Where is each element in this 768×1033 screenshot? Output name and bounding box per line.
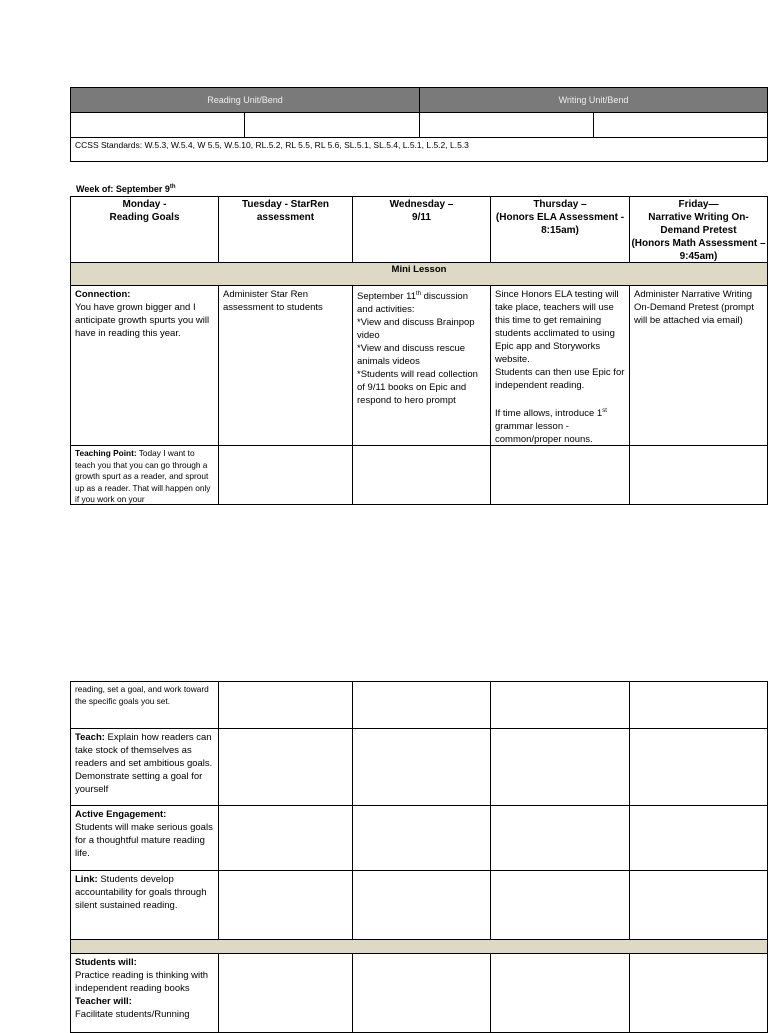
- thursday-connection-cell: [490, 285, 630, 446]
- teaching-point-continued-cell: [70, 681, 219, 729]
- teach-text: Explain how readers can take stock of themselves as readers and set ambitious goals. Demonstrate setting a goal for yourself: [75, 732, 213, 795]
- wednesday-discussion: discussion: [421, 291, 468, 303]
- section-divider-band: [70, 939, 768, 954]
- thursday-students-cell: [490, 953, 630, 1033]
- friday-line-5: 9:45am): [679, 251, 718, 262]
- day-header-friday: [629, 196, 768, 263]
- wednesday-line-1: [357, 288, 486, 303]
- tuesday-students-cell: [218, 953, 353, 1033]
- tuesday-teaching-cont-cell: [218, 681, 353, 729]
- writing-unit-label: Writing Unit/Bend: [558, 95, 629, 105]
- tuesday-teach-cell: [218, 728, 353, 806]
- reading-unit-label: Reading Unit/Bend: [207, 95, 283, 105]
- tuesday-connection-cell: [218, 285, 353, 446]
- wednesday-date: September 11: [357, 291, 416, 303]
- tuesday-engagement-cell: [218, 805, 353, 871]
- active-engagement-text: Students will make serious goals for a thoughtful mature reading life.: [75, 822, 213, 859]
- monday-line-1: Monday -: [122, 199, 167, 210]
- active-engagement-label: Active Engagement:: [75, 809, 167, 820]
- friday-connection-cell: [629, 285, 768, 446]
- thursday-engagement-cell: [490, 805, 630, 871]
- wednesday-students-cell: [352, 953, 491, 1033]
- unit-cell-3: [419, 112, 594, 138]
- friday-text: Administer Narrative Writing On-Demand Pretest (prompt will be attached via email): [634, 289, 754, 326]
- teaching-point-continued-text: reading, set a goal, and work toward the specific goals you set.: [75, 684, 209, 706]
- thursday-line-1: Thursday –: [533, 199, 587, 210]
- wednesday-date-suffix: th: [415, 291, 421, 297]
- teacher-will-label: Teacher will:: [75, 996, 132, 1007]
- unit-cell-2: [244, 112, 420, 138]
- students-will-cell: [70, 953, 219, 1033]
- writing-unit-header: [419, 87, 768, 113]
- thursday-teaching-cell: [490, 445, 630, 505]
- wednesday-line-1: Wednesday –: [389, 199, 454, 210]
- wednesday-activities: and activities: *View and discuss Brainpop video *View and discuss rescue animals videos *Students will read collection of 9/11 books on Epic and respond to hero prompt: [357, 304, 478, 407]
- link-text: Students develop accountability for goals through silent sustained reading.: [75, 874, 207, 911]
- connection-cell: [70, 285, 219, 446]
- wednesday-teaching-cont-cell: [352, 681, 491, 729]
- friday-teach-cell: [629, 728, 768, 806]
- friday-line-4: (Honors Math Assessment –: [631, 238, 766, 249]
- tuesday-line-2: assessment: [256, 212, 315, 223]
- thursday-teach-cell: [490, 728, 630, 806]
- tuesday-link-cell: [218, 870, 353, 940]
- wednesday-teach-cell: [352, 728, 491, 806]
- friday-teaching-cell: [629, 445, 768, 505]
- teacher-will-text: Facilitate students/Running: [75, 1009, 190, 1020]
- thursday-grammar-pre: If time allows, introduce 1: [495, 408, 603, 420]
- unit-cell-1: [70, 112, 245, 138]
- friday-line-3: Demand Pretest: [660, 225, 737, 236]
- unit-cell-4: [593, 112, 768, 138]
- teaching-point-label: Teaching Point:: [75, 448, 137, 458]
- thursday-link-cell: [490, 870, 630, 940]
- thursday-grammar-post: grammar lesson - common/proper nouns.: [495, 421, 593, 446]
- link-label: Link:: [75, 874, 98, 885]
- friday-link-cell: [629, 870, 768, 940]
- friday-teaching-cont-cell: [629, 681, 768, 729]
- week-text: Week of: September 9: [76, 184, 170, 194]
- teaching-point-cell: [70, 445, 219, 505]
- students-will-label: Students will:: [75, 957, 137, 968]
- friday-students-cell: [629, 953, 768, 1033]
- friday-line-2: Narrative Writing On-: [648, 212, 749, 223]
- tuesday-line-1: Tuesday - StarRen: [241, 199, 330, 210]
- week-suffix: th: [169, 184, 176, 190]
- wednesday-link-cell: [352, 870, 491, 940]
- day-header-monday: [70, 196, 219, 263]
- thursday-line-3: 8:15am): [541, 225, 579, 236]
- tuesday-teaching-cell: [218, 445, 353, 505]
- thursday-grammar-suffix: st: [602, 408, 607, 414]
- wednesday-connection-cell: [352, 285, 491, 446]
- teach-cell: [70, 728, 219, 806]
- day-header-thursday: [490, 196, 630, 263]
- monday-line-2: Reading Goals: [109, 212, 180, 223]
- standards-text: CCSS Standards: W.5.3, W.5.4, W 5.5, W.5.10, RL.5.2, RL 5.5, RL 5.6, SL.5.1, SL.5.4, L.5.1, L.5.2, L.5.3: [75, 140, 469, 150]
- week-label: [76, 184, 176, 194]
- mini-lesson-band: [70, 262, 768, 286]
- thursday-grammar: [495, 405, 625, 446]
- reading-unit-header: [70, 87, 420, 113]
- connection-label: Connection:: [75, 289, 131, 300]
- students-will-text: Practice reading is thinking with independent reading books: [75, 970, 209, 994]
- thursday-line-2: (Honors ELA Assessment -: [495, 212, 625, 223]
- wednesday-line-2: 9/11: [412, 212, 431, 223]
- wednesday-teaching-cell: [352, 445, 491, 505]
- teach-label: Teach:: [75, 732, 105, 743]
- day-header-wednesday: [352, 196, 491, 263]
- link-cell: [70, 870, 219, 940]
- friday-line-1: Friday—: [678, 199, 719, 210]
- friday-engagement-cell: [629, 805, 768, 871]
- mini-lesson-label: Mini Lesson: [391, 264, 447, 275]
- wednesday-engagement-cell: [352, 805, 491, 871]
- teaching-point-text: Today I want to teach you that you can go through a growth spurt as a reader, and sprout up as a reader. That will happen only if you work on your: [75, 448, 211, 504]
- connection-text: You have grown bigger and I anticipate growth spurts you will have in reading this year.: [75, 302, 210, 339]
- thursday-text: Since Honors ELA testing will take place, teachers will use this time to get remaining students acclimated to using Epic app and Storyworks website. Students can then use Epic for independent reading.: [495, 289, 625, 391]
- active-engagement-cell: [70, 805, 219, 871]
- standards-row: [70, 137, 768, 162]
- tuesday-text: Administer Star Ren assessment to students: [223, 289, 323, 313]
- day-header-tuesday: [218, 196, 353, 263]
- thursday-teaching-cont-cell: [490, 681, 630, 729]
